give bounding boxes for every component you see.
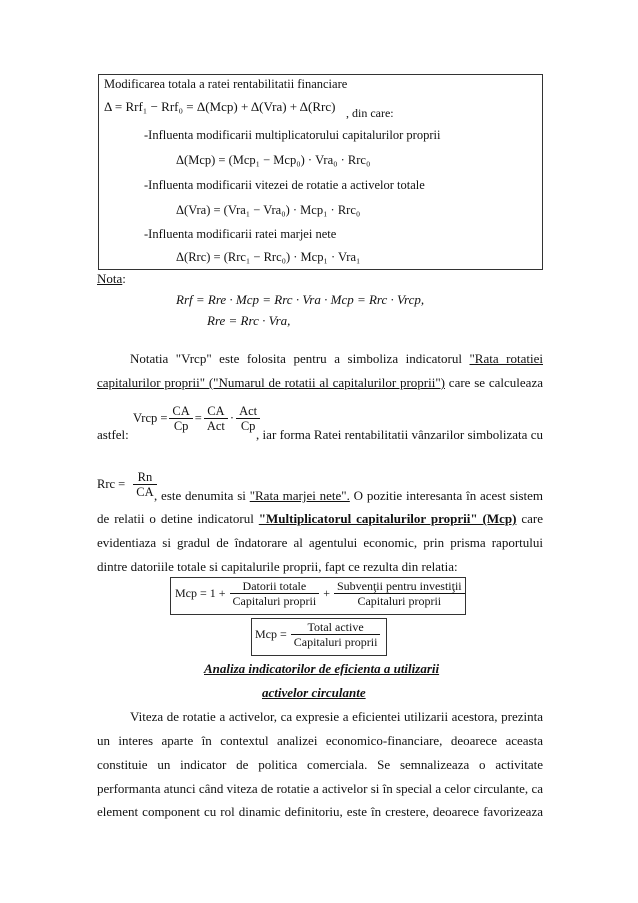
- para1-line5: [97, 511, 543, 527]
- frac-den: Capitaluri proprii: [293, 635, 378, 649]
- rrc-formula: [97, 470, 159, 499]
- para1-after: , iar forma Ratei rentabilitatii vânzarilor simbolizata cu: [256, 427, 543, 442]
- frac-den: Capitaluri proprii: [357, 594, 442, 608]
- para1-text5b: care: [516, 511, 543, 526]
- para1-text4a: , este denumita si: [154, 488, 250, 503]
- frac-num: Subvenţii pentru investiţii: [334, 579, 465, 594]
- para2-line2: un interes aparte în contextul analizei economico-financiare, deoarece aceasta: [97, 733, 543, 748]
- vrcp-lhs: Vrcp =: [133, 411, 168, 425]
- para1-line2: [97, 375, 543, 391]
- para1-text: Notatia "Vrcp" este folosita pentru a simboliza indicatorul: [130, 351, 470, 366]
- para2-line4: performanta atunci când viteza de rotatie a activelor si în special a celor circulante, ca: [97, 781, 543, 796]
- para2-line1: Viteza de rotatie a activelor, ca expresie a eficientei utilizarii acestora, prezinta: [130, 709, 543, 724]
- para1-line4: [154, 488, 543, 504]
- frac-num: Act: [236, 404, 260, 419]
- fraction-total-active: [291, 620, 381, 649]
- mcp-formula-2: [255, 620, 384, 649]
- nota-eq2: Rre = Rrc · Vra,: [207, 313, 291, 328]
- para2-line5: element component cu rol dinamic definitoriu, este în crestere, deoarece favorizeaza: [97, 804, 543, 819]
- nota-line: [97, 271, 126, 287]
- para1-text5a: de relatii o detine indicatorul: [97, 511, 259, 526]
- main-formula: Δ = Rrf₁ − Rrf₀ = Δ(Mcp) + Δ(Vra) + Δ(Rrc): [104, 99, 336, 114]
- item-formula-rrc: Δ(Rrc) = (Rrc₁ − Rrc₀) · Mcp₁ · Vra₁: [176, 250, 361, 264]
- fraction-ca-act: [204, 404, 228, 433]
- item-label-vra: -Influenta modificarii vitezei de rotatie a activelor totale: [144, 178, 425, 192]
- rata-marjei-link: "Rata marjei nete".: [249, 488, 350, 503]
- din-care: , din care:: [346, 106, 394, 120]
- frac-num: CA: [169, 404, 192, 419]
- dot-sign: ·: [229, 411, 235, 425]
- mcp2-lhs: Mcp =: [255, 627, 287, 641]
- para2-line3: constituie un indicator de politica comerciala. Se semnalizeaza o activitate: [97, 757, 543, 772]
- para1-line7: dintre datoriile totale si capitalurile proprii, fapt ce rezulta din relatia:: [97, 559, 458, 574]
- vrcp-formula: [133, 404, 262, 433]
- mcp-formula-1: [175, 579, 469, 608]
- astfel-label: astfel:: [97, 427, 129, 442]
- plus-sign: +: [323, 586, 330, 600]
- rrc-lhs: Rrc =: [97, 477, 126, 491]
- frac-den: Cp: [173, 419, 189, 433]
- para1-text4b: O pozitie interesanta în acest sistem: [349, 488, 544, 503]
- nota-label: Nota: [97, 271, 123, 286]
- nota-eq1: Rrf = Rre · Mcp = Rrc · Vra · Mcp = Rrc · Vrcp,: [176, 292, 425, 307]
- rata-rotatiei-link: "Rata rotatiei: [469, 351, 543, 366]
- frac-den: Capitaluri proprii: [232, 594, 317, 608]
- para1-line1: [130, 351, 543, 367]
- frac-num: Datorii totale: [230, 579, 320, 594]
- mcp-lhs: Mcp = 1 +: [175, 586, 226, 600]
- equals-sign: =: [194, 411, 202, 425]
- frac-num: Total active: [291, 620, 381, 635]
- item-formula-mcp: Δ(Mcp) = (Mcp₁ − Mcp₀) · Vra₀ · Rrc₀: [176, 153, 371, 167]
- fraction-datorii: [230, 579, 320, 608]
- item-label-rrc: -Influenta modificarii ratei marjei nete: [144, 227, 337, 241]
- nota-colon: :: [122, 271, 126, 286]
- para1-text2: care se calculeaza: [444, 375, 543, 390]
- frac-num: CA: [204, 404, 228, 419]
- multiplicator-link: "Multiplicatorul capitalurilor proprii" (Mcp): [258, 511, 517, 526]
- item-label-mcp: -Influenta modificarii multiplicatorului capitalurilor proprii: [144, 128, 441, 142]
- fraction-ca-cp: [169, 404, 192, 433]
- section-heading-line2: activelor circulante: [262, 685, 366, 700]
- frac-num: Rn: [133, 470, 156, 485]
- frac-den: CA: [136, 485, 154, 499]
- box-title: Modificarea totala a ratei rentabilitatii financiare: [104, 77, 348, 91]
- rata-rotatiei-cont: capitalurilor proprii" ("Numarul de rotatii al capitalurilor proprii"): [97, 375, 445, 390]
- frac-den: Act: [206, 419, 225, 433]
- para1-line6: evidentiaza si gradul de îndatorare al agentului economic, prin prisma raportului: [97, 535, 543, 550]
- frac-den: Cp: [240, 419, 256, 433]
- fraction-subventii: [334, 579, 465, 608]
- section-heading-line1: Analiza indicatorilor de eficienta a utilizarii: [204, 661, 440, 676]
- item-formula-vra: Δ(Vra) = (Vra₁ − Vra₀) · Mcp₁ · Rrc₀: [176, 203, 361, 217]
